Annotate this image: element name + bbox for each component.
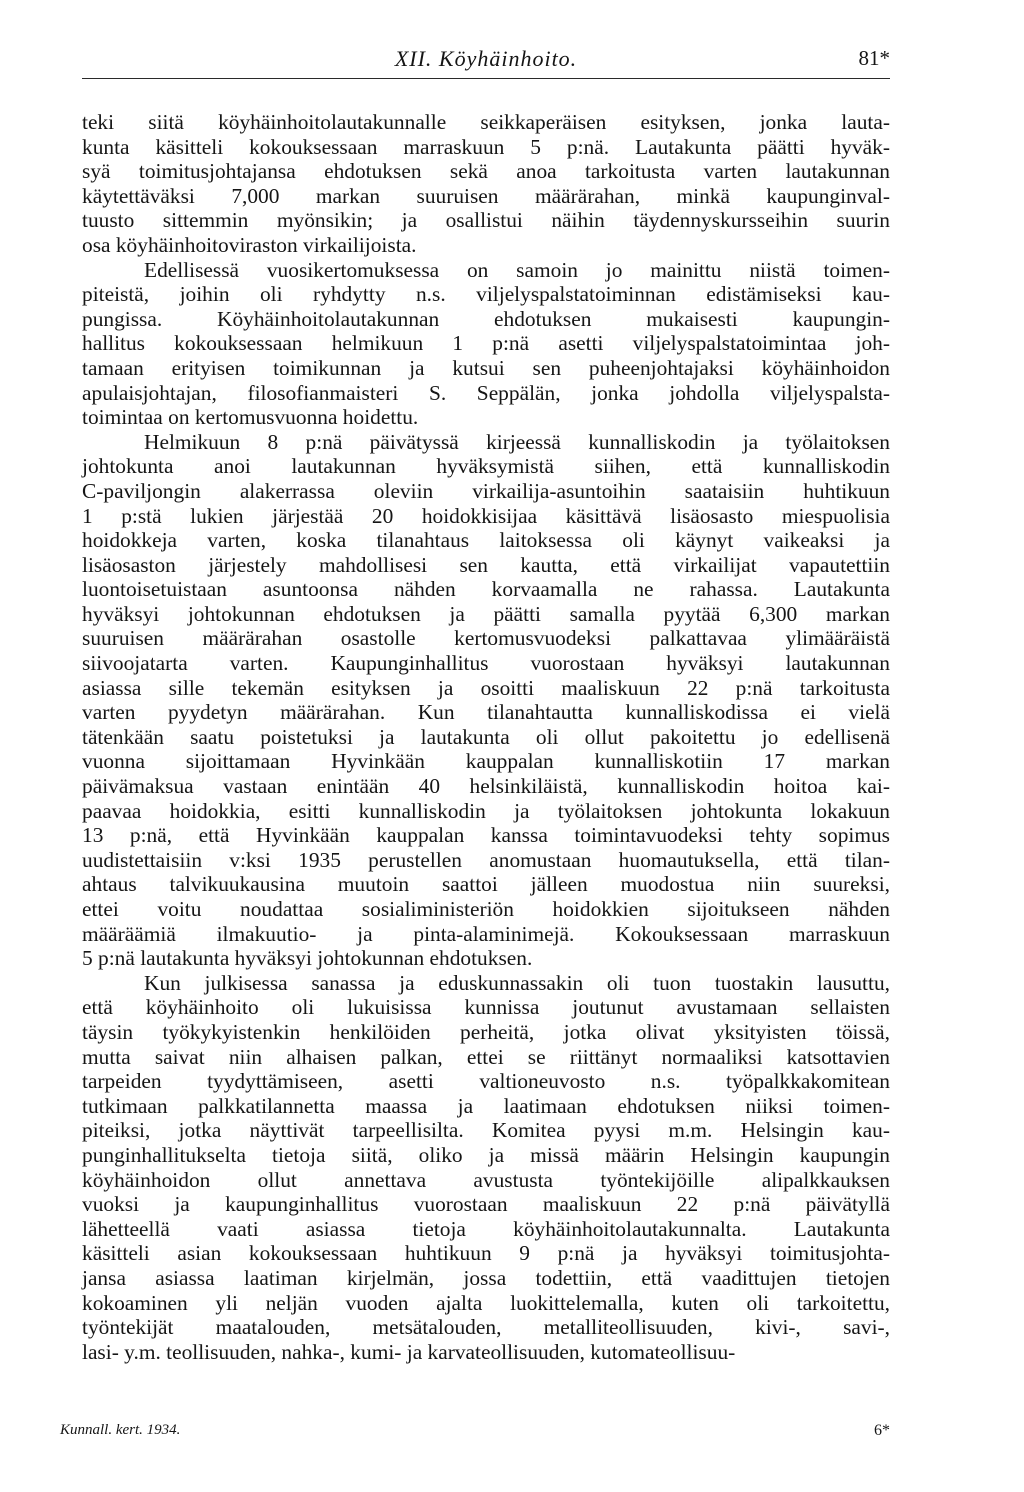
text-line: Kun julkisessa sanassa ja eduskunnassakin oli tuon tuostakin lausuttu, [144,970,890,995]
text-line: siivoojatarta varten. Kaupunginhallitus vuorostaan hyväksyi lautakunnan [82,651,890,676]
body-text [82,110,890,1364]
footer-source: Kunnall. kert. 1934. [60,1422,181,1438]
text-line: lisäosaston järjestely mahdollisesi sen kautta, että virkailijat vapautettiin [82,552,890,577]
text-line: 13 p:nä, että Hyvinkään kauppalan kanssa toimintavuodeksi tehty sopimus [82,823,890,848]
text-line: vuonna sijoittamaan Hyvinkään kauppalan kunnalliskotiin 17 markan [82,749,890,774]
text-line: käytettäväksi 7,000 markan suuruisen määrärahan, minkä kaupunginval- [82,183,890,208]
paragraph [82,258,890,430]
text-line: hoidokkeja varten, koska tilanahtaus laitoksessa oli käynyt vaikeaksi ja [82,528,890,553]
text-line: osa köyhäinhoitoviraston virkailijoista. [82,232,417,257]
text-line: täysin työkykyistenkin henkilöiden perheitä, jotka olivat yksityisten töissä, [82,1019,890,1044]
text-line: johtokunta anoi lautakunnan hyväksymistä siihen, että kunnalliskodin [82,454,890,479]
text-line: 1 p:stä lukien järjestää 20 hoidokkisijaa käsittävä lisäosasto miespuolisia [82,503,890,528]
text-line: punginhallitukselta tietoja siitä, oliko ja missä määrin Helsingin kaupungin [82,1142,890,1167]
header-rule [82,78,890,79]
text-line: piteiksi, jotka näyttivät tarpeellisilta. Komitea pyysi m.m. Helsingin kau- [82,1118,890,1143]
text-line: tutkimaan palkkatilannetta maassa ja laatimaan ehdotuksen niiksi toimen- [82,1093,890,1118]
text-line: toimintaa on kertomusvuonna hoidettu. [82,405,419,430]
text-line: piteistä, joihin oli ryhdytty n.s. viljelyspalstatoiminnan edistämiseksi kau- [82,282,890,307]
running-title: XII. Köyhäinhoito. [394,46,578,71]
text-line: mutta saivat niin alhaisen palkan, ettei se riittänyt normaaliksi katsottavien [82,1044,890,1069]
text-line: suuruisen määrärahan osastolle kertomusvuodeksi palkattavaa ylimääräistä [82,626,890,651]
text-line: lasi- y.m. teollisuuden, nahka-, kumi- ja karvateollisuuden, kutomateollisuu- [82,1339,736,1364]
text-line: ettei voitu noudattaa sosialiministeriön hoidokkien sijoitukseen nähden [82,897,890,921]
text-line: Edellisessä vuosikertomuksessa on samoin jo mainittu niistä toimen- [144,257,890,282]
page-header [82,46,890,80]
text-line: tarpeiden tyydyttämiseen, asetti valtioneuvosto n.s. työpalkkakomitean [82,1069,890,1094]
text-line: hallitus kokouksessaan helmikuun 1 p:nä asetti viljelyspalstatoimintaa joh- [82,331,890,356]
text-line: työntekijät maatalouden, metsätalouden, metalliteollisuuden, kivi-, savi-, [82,1315,890,1340]
text-line: paavaa hoidokkia, esitti kunnalliskodin ja työlaitoksen johtokunta lokakuun [82,798,890,823]
text-line: lähetteellä vaati asiassa tietoja köyhäinhoitolautakunnalta. Lautakunta [82,1216,890,1241]
text-line: uudistettaisiin v:ksi 1935 perustellen anomustaan huomautuksella, että tilan- [82,847,890,872]
text-line: pungissa. Köyhäinhoitolautakunnan ehdotuksen mukaisesti kaupungin- [82,306,890,331]
text-line: tamaan erityisen toimikunnan ja kutsui sen puheenjohtajaksi köyhäinhoidon [82,355,890,380]
text-line: teki siitä köyhäinhoitolautakunnalle seikkaperäisen esityksen, jonka lauta- [82,110,890,134]
text-line: luontoisetuistaan asuntoonsa nähden korvaamalla ne rahassa. Lautakunta [82,577,890,602]
text-line: varten pyydetyn määrärahan. Kun tilanahtautta kunnalliskodissa ei vielä [82,700,890,725]
paragraph [82,110,890,258]
page-number: 81* [858,46,890,70]
text-line: kokoaminen yli neljän vuoden ajalta luokittelemalla, kuten oli tarkoitettu, [82,1290,890,1315]
text-line: käsitteli asian kokouksessaan huhtikuun 9 p:nä ja hyväksyi toimitusjohta- [82,1241,890,1266]
text-line: Helmikuun 8 p:nä päivätyssä kirjeessä kunnalliskodin ja työlaitoksen [144,429,890,454]
page-footer [60,1422,890,1446]
text-line: vuoksi ja kaupunginhallitus vuorostaan maaliskuun 22 p:nä päivätyllä [82,1192,890,1217]
paragraph [82,971,890,1365]
text-line: että köyhäinhoito oli lukuisissa kunnissa joutunut avustamaan sellaisten [82,995,890,1020]
text-line: C-paviljongin alakerrassa oleviin virkailija-asuntoihin saataisiin huhtikuun [82,478,890,503]
text-line: 5 p:nä lautakunta hyväksyi johtokunnan ehdotuksen. [82,946,533,971]
text-line: tätenkään saatu poistetuksi ja lautakunta oli ollut pakoitettu jo edellisenä [82,724,890,749]
paragraph [82,430,890,971]
text-line: hyväksyi johtokunnan ehdotuksen ja päätti samalla pyytää 6,300 markan [82,601,890,626]
text-line: apulaisjohtajan, filosofianmaisteri S. Seppälän, jonka johdolla viljelyspalsta- [82,380,890,405]
text-line: syä toimitusjohtajansa ehdotuksen sekä anoa tarkoitusta varten lautakunnan [82,159,890,184]
text-line: tuusto sittemmin myönsikin; ja osallistui näihin täydennyskursseihin suurin [82,208,890,233]
text-line: köyhäinhoidon ollut annettava avustusta työntekijöille alipalkkauksen [82,1167,890,1192]
text-line: ahtaus talvikuukausina muutoin saattoi jälleen muodostua niin suureksi, [82,872,890,897]
text-line: määräämiä ilmakuutio- ja pinta-alaminimejä. Kokouksessaan marraskuun [82,921,890,946]
signature-mark: 6* [874,1422,890,1439]
text-line: asiassa sille tekemän esityksen ja osoitti maaliskuun 22 p:nä tarkoitusta [82,675,890,700]
text-line: päivämaksua vastaan enintään 40 helsinkiläistä, kunnalliskodin hoitoa kai- [82,774,890,799]
text-line: kunta käsitteli kokouksessaan marraskuun 5 p:nä. Lautakunta päätti hyväk- [82,134,890,159]
text-line: jansa asiassa laatiman kirjelmän, jossa todettiin, että vaadittujen tietojen [82,1265,890,1290]
